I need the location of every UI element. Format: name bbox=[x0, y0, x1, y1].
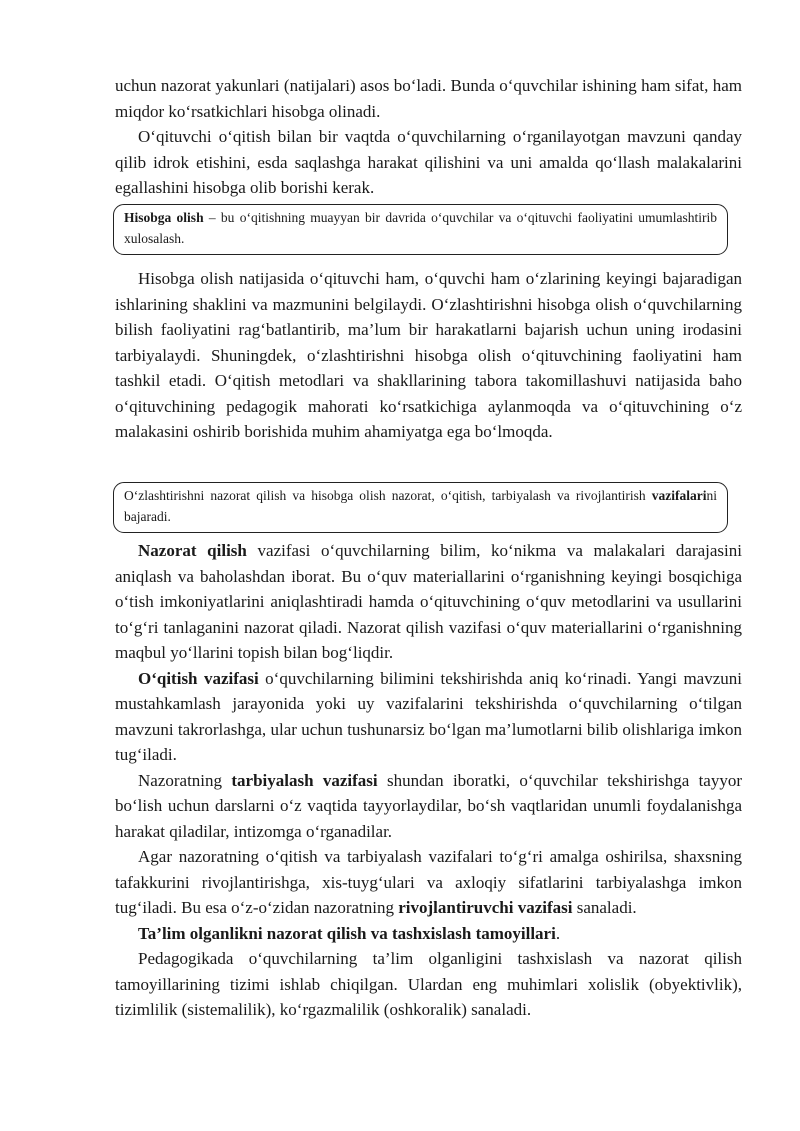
paragraph-control-function: Nazorat qilish vazifasi o‘quvchilarning bilim, ko‘nikma va malakalari darajasini aniqlash va baholashdan iborat. Bu o‘quv materiallarini o‘rganishning keyingi bosqichiga o‘tish imkoniyatlarini aniqlashtiradi hamda o‘qituvchining o‘quv metodlarini va usullarini to‘g‘ri tanlaganini nazorat qiladi. Nazorat qilish vazifasi o‘quv materiallarini o‘rganishning maqbul yo‘llarini topish bilan bog‘liqdir. bbox=[115, 541, 742, 662]
paragraph-developing-function: Agar nazoratning o‘qitish va tarbiyalash vazifalari to‘g‘ri amalga oshirilsa, shaxsning tafakkurini rivojlantirishga, xis-tuyg‘ulari va axloqiy sifatlarini tarbiyalashga imkon tug‘iladi. Bu esa o‘z-o‘zidan nazoratning rivojlantiruvchi vazifasi sanaladi. bbox=[115, 847, 742, 917]
functions-text-before: O‘zlashtirishni nazorat qilish va hisobga olish nazorat, o‘qitish, tarbiyalash va rivojlantirish bbox=[124, 488, 652, 503]
functions-bold: vazifalari bbox=[651, 488, 707, 503]
term-tarbiyalash-vazifasi: tarbiyalash vazifasi bbox=[231, 770, 378, 790]
text-block-accounting bbox=[115, 266, 742, 445]
paragraph-continuation: uchun nazorat yakunlari (natijalari) asos bo‘ladi. Bunda o‘quvchilar ishining ham sifat, ham miqdor ko‘rsatkichlari hisobga olinadi. bbox=[115, 76, 742, 121]
paragraph-principles-heading: Ta’lim olganlikni nazorat qilish va tashxislash tamoyillari. bbox=[138, 923, 561, 943]
paragraph-teacher-tracking: O‘qituvchi o‘qitish bilan bir vaqtda o‘quvchilarning o‘rganilayotgan mavzuni qanday qilib idrok etishini, esda saqlashga harakat qilishini va uni amalda qo‘llash malakalarini egallashini hisobga olib borishi kerak. bbox=[115, 127, 742, 197]
term-rivojlantiruvchi-vazifasi: rivojlantiruvchi vazifasi bbox=[398, 898, 573, 917]
definition-box-hisobga-olish bbox=[113, 204, 728, 255]
definition-box-functions bbox=[113, 482, 728, 533]
functions-text-after: ni bajaradi. bbox=[124, 488, 717, 524]
heading-principles: Ta’lim olganlikni nazorat qilish va tashxislash tamoyillari bbox=[138, 923, 556, 943]
paragraph-teaching-function: O‘qitish vazifasi o‘quvchilarning bilimini tekshirishda aniq ko‘rinadi. Yangi mavzuni mustahkamlash jarayonida yoki uy vazifalarini tekshirishda o‘quvchilarning o‘tilgan mavzuni takrorlashga, ular uchun tushunarsiz bo‘lgan ma’lumotlarni bilib olishlariga imkon tug‘iladi. bbox=[115, 668, 742, 764]
definition-term: Hisobga olish bbox=[124, 210, 204, 225]
paragraph-educating-function: Nazoratning tarbiyalash vazifasi shundan iboratki, o‘quvchilar tekshirishga tayyor bo‘lish uchun darslarni o‘z vaqtida tayyorlaydilar, bo‘sh vaqtlaridan unumli foydalanishga harakat qiladilar, intizomga o‘rganadilar. bbox=[115, 770, 742, 841]
paragraph-principles: Pedagogikada o‘quvchilarning ta’lim olganligini tashxislash va nazorat qilish tamoyillarining tizimi ishlab chiqilgan. Ulardan eng muhimlari xolislik (obyektivlik), tizimlilik (sistemalilik), ko‘rgazmalilik (oshkoralik) sanaladi. bbox=[115, 949, 742, 1019]
term-nazorat-qilish: Nazorat qilish bbox=[138, 541, 247, 560]
term-oqitish-vazifasi: O‘qitish vazifasi bbox=[138, 668, 259, 688]
paragraph-accounting-results: Hisobga olish natijasida o‘qituvchi ham, o‘quvchi ham o‘zlarining keyingi bajaradigan ishlarining shaklini va mazmunini belgilaydi. O‘zlashtirishni hisobga olish o‘quvchilarning bilish faoliyatini rag‘batlantirib, ma’lum bir harakatlarni bajarish uchun uning irodasini tarbiyalaydi. Shuningdek, o‘zlashtirishni hisobga olish o‘qituvchining faoliyatini ham tashkil etadi. O‘qitish metodlari va shakllarining tabora takomillashuvi natijasida baho o‘qituvchining pedagogik mahorati ko‘rsatkichiga aylanmoqda va o‘qituvchining o‘z malakasini oshirib borishida muhim ahamiyatga ega bo‘lmoqda. bbox=[115, 269, 742, 441]
functions-text bbox=[124, 486, 717, 527]
definition-text bbox=[124, 208, 717, 249]
text-block-intro bbox=[115, 73, 742, 201]
text-block-functions bbox=[115, 538, 742, 1023]
definition-body: – bu o‘qitishning muayyan bir davrida o‘quvchilar va o‘qituvchi faoliyatini umumlashtirib xulosalash. bbox=[124, 210, 717, 246]
